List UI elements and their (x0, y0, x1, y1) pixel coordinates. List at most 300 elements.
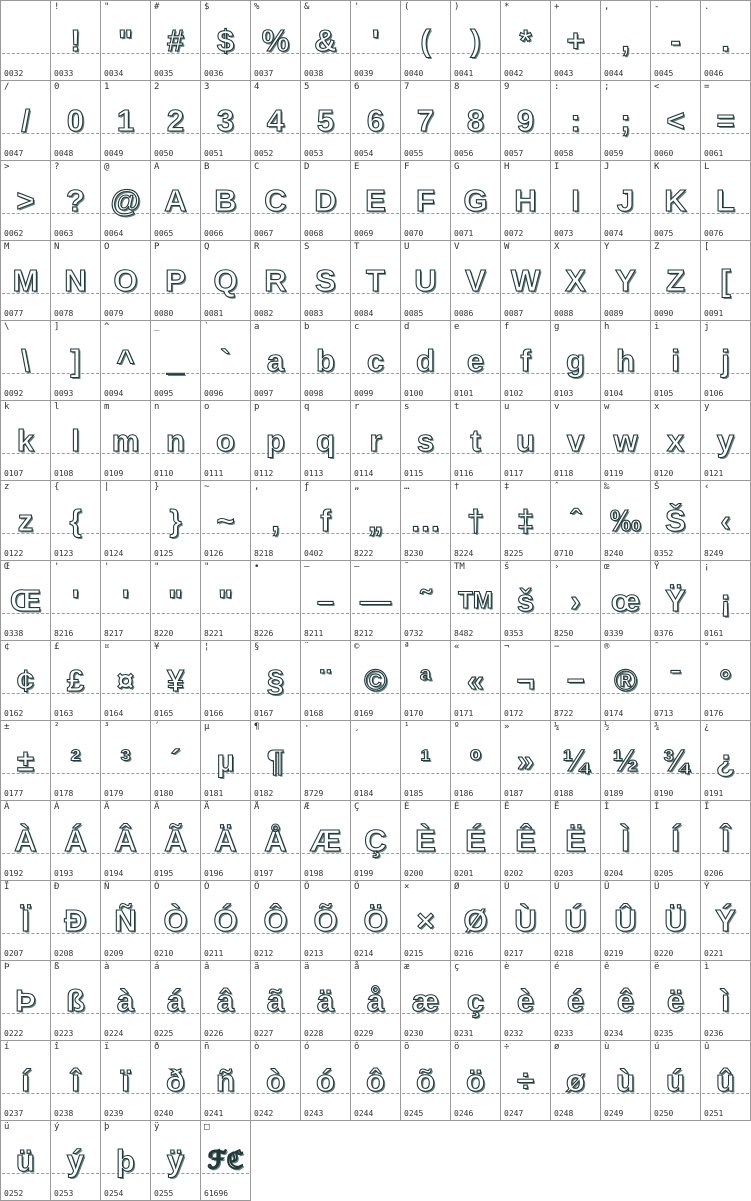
glyph-label: à (104, 962, 110, 972)
glyph-sample: x (666, 423, 685, 458)
glyph-cell (150, 80, 201, 161)
glyph-cell (500, 240, 551, 321)
glyph-label: ³ (104, 722, 110, 732)
glyph-code: 0079 (104, 309, 124, 318)
glyph-label: ; (604, 82, 610, 92)
glyph-code: 0084 (354, 309, 374, 318)
glyph-sample: { (69, 503, 82, 538)
glyph-label: q (304, 402, 310, 412)
glyph-code: 8222 (354, 549, 374, 558)
glyph-code: 8217 (104, 629, 124, 638)
glyph-sample: O (113, 263, 138, 298)
glyph-cell (550, 480, 601, 561)
glyph-label: / (4, 82, 10, 92)
glyph-sample: Z (666, 263, 685, 298)
glyph-label: ½ (604, 722, 610, 732)
glyph-code: 0732 (404, 629, 424, 638)
glyph-label: × (404, 882, 410, 892)
glyph-cell (600, 80, 651, 161)
glyph-label: TM (454, 562, 465, 572)
glyph-sample: ± (16, 743, 34, 778)
glyph-code: 0170 (404, 709, 424, 718)
glyph-sample: i (671, 343, 680, 378)
glyph-label: ] (54, 322, 60, 332)
glyph-code: 0238 (54, 1109, 74, 1118)
glyph-label: 7 (404, 82, 410, 92)
glyph-cell (150, 800, 201, 881)
glyph-code: 0065 (154, 229, 174, 238)
glyph-sample: Ÿ (665, 583, 686, 618)
glyph-cell (700, 1040, 751, 1121)
glyph-sample: \ (21, 343, 30, 378)
glyph-code: 0225 (154, 1029, 174, 1038)
glyph-cell (450, 1040, 501, 1121)
glyph-code: 61696 (204, 1189, 229, 1198)
glyph-cell (250, 480, 301, 561)
glyph-cell (350, 240, 401, 321)
glyph-label: " (154, 562, 160, 572)
glyph-cell (300, 160, 351, 241)
glyph-code: 0198 (304, 869, 324, 878)
glyph-code: 8230 (404, 549, 424, 558)
glyph-label: ó (304, 1042, 310, 1052)
glyph-code: 0167 (254, 709, 274, 718)
glyph-code: 0114 (354, 469, 374, 478)
glyph-label: b (304, 322, 310, 332)
glyph-cell (700, 160, 751, 241)
glyph-cell (650, 160, 701, 241)
glyph-code: 8221 (204, 629, 224, 638)
glyph-code: 0112 (254, 469, 274, 478)
glyph-label: ¼ (554, 722, 560, 732)
glyph-code: 0189 (604, 789, 624, 798)
glyph-label: , (254, 482, 260, 492)
baseline-divider (102, 533, 149, 534)
glyph-code: 0245 (404, 1109, 424, 1118)
glyph-label: ^ (104, 322, 110, 332)
glyph-code: 0710 (554, 549, 574, 558)
glyph-sample: r (369, 423, 382, 458)
glyph-cell (50, 880, 101, 961)
glyph-code: 0254 (104, 1189, 124, 1198)
glyph-cell (200, 80, 251, 161)
glyph-code: 8211 (304, 629, 324, 638)
glyph-cell (650, 960, 701, 1041)
glyph-code: 8226 (254, 629, 274, 638)
glyph-label: ¥ (154, 642, 160, 652)
glyph-code: 0052 (254, 149, 274, 158)
glyph-label: î (54, 1042, 60, 1052)
glyph-code: 8224 (454, 549, 474, 558)
glyph-cell (200, 880, 251, 961)
glyph-cell (700, 880, 751, 961)
glyph-cell (100, 1120, 151, 1201)
glyph-sample: í (21, 1063, 30, 1098)
glyph-label: ¤ (104, 642, 110, 652)
glyph-sample: ' (121, 583, 130, 618)
glyph-label: l (54, 402, 60, 412)
glyph-cell (500, 560, 551, 641)
glyph-code: 0236 (704, 1029, 724, 1038)
glyph-label: * (504, 2, 510, 12)
glyph-label: º (454, 722, 460, 732)
glyph-code: 0234 (604, 1029, 624, 1038)
glyph-cell (650, 560, 701, 641)
glyph-cell (450, 960, 501, 1041)
glyph-label: X (554, 242, 560, 252)
glyph-code: 0192 (4, 869, 24, 878)
glyph-cell (100, 400, 151, 481)
glyph-label: & (304, 2, 310, 12)
glyph-code: 0111 (204, 469, 224, 478)
glyph-sample: š (516, 583, 535, 618)
glyph-label: 1 (104, 82, 110, 92)
glyph-code: 0168 (304, 709, 324, 718)
glyph-code: 0191 (704, 789, 724, 798)
glyph-code: 0376 (654, 629, 674, 638)
glyph-sample: 9 (516, 103, 535, 138)
glyph-cell (200, 160, 251, 241)
glyph-sample: ' (71, 583, 80, 618)
glyph-sample: Ä (214, 823, 237, 858)
glyph-label: § (254, 642, 260, 652)
glyph-label: C (254, 162, 260, 172)
glyph-label: $ (204, 2, 210, 12)
glyph-code: 0107 (4, 469, 24, 478)
glyph-label: h (604, 322, 610, 332)
glyph-label: ¶ (254, 722, 260, 732)
glyph-cell (50, 480, 101, 561)
glyph-sample: â (216, 983, 235, 1018)
glyph-code: 0092 (4, 389, 24, 398)
glyph-label: š (504, 562, 510, 572)
glyph-sample: Ã (164, 823, 187, 858)
glyph-code: 0121 (704, 469, 724, 478)
glyph-cell (0, 80, 51, 161)
glyph-cell (450, 800, 501, 881)
glyph-label: Ä (204, 802, 210, 812)
glyph-sample: B (214, 183, 237, 218)
glyph-code: 0077 (4, 309, 24, 318)
glyph-code: 0202 (504, 869, 524, 878)
glyph-cell (0, 960, 51, 1041)
glyph-label: > (4, 162, 10, 172)
glyph-cell (350, 1040, 401, 1121)
glyph-sample: ý (66, 1143, 85, 1178)
glyph-code: 0078 (54, 309, 74, 318)
glyph-label: ‹ (704, 482, 710, 492)
glyph-label: — (354, 562, 360, 572)
glyph-code: 8249 (704, 549, 724, 558)
glyph-sample: − (566, 663, 585, 698)
glyph-code: 0214 (354, 949, 374, 958)
glyph-sample: 8 (466, 103, 485, 138)
glyph-code: 0222 (4, 1029, 24, 1038)
glyph-sample: ò (266, 1063, 285, 1098)
glyph-sample: F (416, 183, 435, 218)
glyph-sample: Ê (515, 823, 536, 858)
glyph-cell (100, 240, 151, 321)
glyph-sample: b (316, 343, 335, 378)
glyph-code: 0054 (354, 149, 374, 158)
glyph-code: 0113 (304, 469, 324, 478)
glyph-sample: § (266, 663, 285, 698)
glyph-sample: é (566, 983, 585, 1018)
glyph-cell (0, 800, 51, 881)
glyph-sample: K (664, 183, 687, 218)
glyph-cell (100, 640, 151, 721)
glyph-code: 0034 (104, 69, 124, 78)
glyph-code: 0041 (454, 69, 474, 78)
glyph-sample: y (716, 423, 735, 458)
glyph-code: 0228 (304, 1029, 324, 1038)
glyph-cell (550, 0, 601, 81)
glyph-label: w (604, 402, 610, 412)
glyph-cell (650, 640, 701, 721)
glyph-sample: ½ (612, 743, 639, 778)
glyph-label: • (254, 562, 260, 572)
glyph-sample: v (566, 423, 585, 458)
glyph-code: 0161 (704, 629, 724, 638)
glyph-sample: z (17, 503, 34, 538)
glyph-code: 0049 (104, 149, 124, 158)
glyph-cell (0, 480, 51, 561)
glyph-code: 0186 (454, 789, 474, 798)
glyph-sample: › (570, 583, 581, 618)
glyph-sample: ( (420, 23, 431, 58)
glyph-cell (200, 720, 251, 801)
glyph-cell (400, 0, 451, 81)
glyph-code: 0045 (654, 69, 674, 78)
glyph-code: 0080 (154, 309, 174, 318)
glyph-cell (400, 640, 451, 721)
glyph-label: = (704, 82, 710, 92)
glyph-cell (250, 1040, 301, 1121)
glyph-label: ¸ (354, 722, 360, 732)
glyph-cell (200, 1040, 251, 1121)
glyph-cell (350, 960, 401, 1041)
glyph-label: Ñ (104, 882, 110, 892)
glyph-code: 0087 (504, 309, 524, 318)
glyph-code: 0216 (454, 949, 474, 958)
glyph-sample: ü (16, 1143, 35, 1178)
glyph-cell (450, 320, 501, 401)
glyph-code: 0118 (554, 469, 574, 478)
glyph-label: Š (654, 482, 660, 492)
glyph-sample: à (116, 983, 135, 1018)
glyph-sample: å (366, 983, 385, 1018)
glyph-code: 0108 (54, 469, 74, 478)
glyph-label: › (554, 562, 560, 572)
glyph-cell (350, 640, 401, 721)
glyph-cell (600, 880, 651, 961)
glyph-label: y (704, 402, 710, 412)
glyph-cell (550, 640, 601, 721)
glyph-label: □ (204, 1122, 210, 1132)
glyph-sample: ´ (170, 743, 181, 778)
glyph-label: ÿ (154, 1122, 160, 1132)
glyph-sample: & (314, 23, 337, 58)
glyph-code: 0046 (704, 69, 724, 78)
glyph-label: @ (104, 162, 110, 172)
glyph-code: 0069 (354, 229, 374, 238)
glyph-sample: ø (566, 1063, 585, 1098)
glyph-label: ¹ (404, 722, 410, 732)
glyph-sample: M (12, 263, 39, 298)
glyph-sample: Œ (10, 583, 41, 618)
glyph-cell (650, 80, 701, 161)
glyph-sample: = (716, 103, 735, 138)
glyph-code: 0063 (54, 229, 74, 238)
glyph-code: 0048 (54, 149, 74, 158)
glyph-sample: Þ (15, 983, 36, 1018)
glyph-cell (500, 720, 551, 801)
glyph-label: œ (604, 562, 610, 572)
glyph-sample: w (613, 423, 638, 458)
glyph-sample: ; (620, 103, 631, 138)
glyph-label: ü (4, 1122, 10, 1132)
glyph-label: ` (204, 322, 210, 332)
glyph-cell (700, 400, 751, 481)
glyph-label: s (404, 402, 410, 412)
glyph-cell (300, 240, 351, 321)
glyph-cell (550, 560, 601, 641)
glyph-label: Ó (204, 882, 210, 892)
glyph-code: 0253 (54, 1189, 74, 1198)
glyph-code: 0172 (504, 709, 524, 718)
glyph-label: | (104, 482, 110, 492)
glyph-cell (400, 160, 451, 241)
glyph-sample: 0 (66, 103, 85, 138)
glyph-code: 0187 (504, 789, 524, 798)
glyph-cell (600, 0, 651, 81)
glyph-sample: 7 (416, 103, 435, 138)
glyph-cell (100, 960, 151, 1041)
glyph-code: 0209 (104, 949, 124, 958)
glyph-cell (700, 560, 751, 641)
glyph-label: ê (604, 962, 610, 972)
glyph-cell (300, 640, 351, 721)
glyph-cell (0, 0, 51, 81)
glyph-code: 0217 (504, 949, 524, 958)
glyph-sample: õ (416, 1063, 435, 1098)
glyph-label: U (404, 242, 410, 252)
glyph-code: 8218 (254, 549, 274, 558)
glyph-code: 0032 (4, 69, 24, 78)
glyph-label: ã (254, 962, 260, 972)
glyph-sample: ¤ (116, 663, 135, 698)
glyph-sample: U (414, 263, 437, 298)
glyph-cell (100, 320, 151, 401)
glyph-code: 0037 (254, 69, 274, 78)
glyph-sample: p (266, 423, 285, 458)
glyph-cell (400, 400, 451, 481)
glyph-label: t (454, 402, 460, 412)
glyph-sample: ° (719, 663, 732, 698)
glyph-sample: µ (216, 743, 235, 778)
glyph-sample: Ú (564, 903, 587, 938)
glyph-label: Ö (354, 882, 360, 892)
glyph-label: ¦ (204, 642, 210, 652)
glyph-code: 0248 (554, 1109, 574, 1118)
glyph-label: D (304, 162, 310, 172)
glyph-cell (150, 960, 201, 1041)
glyph-label: Û (604, 882, 610, 892)
glyph-code: 0233 (554, 1029, 574, 1038)
glyph-sample: Q (213, 263, 238, 298)
glyph-sample: » (516, 743, 535, 778)
glyph-sample: Ü (664, 903, 687, 938)
glyph-cell (450, 880, 501, 961)
glyph-cell (50, 1120, 101, 1201)
glyph-label: á (154, 962, 160, 972)
glyph-code: 0402 (304, 549, 324, 558)
glyph-sample: 2 (166, 103, 185, 138)
glyph-code: 0210 (154, 949, 174, 958)
glyph-sample: ï (121, 1063, 130, 1098)
glyph-cell (550, 800, 601, 881)
glyph-code: 0204 (604, 869, 624, 878)
glyph-cell (250, 400, 301, 481)
glyph-code: 0169 (354, 709, 374, 718)
glyph-code: 0051 (204, 149, 224, 158)
glyph-sample: I (571, 183, 580, 218)
baseline-divider (252, 613, 299, 614)
glyph-label: À (4, 802, 10, 812)
glyph-label: { (54, 482, 60, 492)
glyph-label: Ô (254, 882, 260, 892)
glyph-cell (650, 1040, 701, 1121)
glyph-sample: $ (216, 23, 235, 58)
glyph-cell (50, 960, 101, 1041)
glyph-label: Ÿ (654, 562, 660, 572)
glyph-code: 0060 (654, 149, 674, 158)
glyph-cell (300, 400, 351, 481)
glyph-label: ñ (204, 1042, 210, 1052)
glyph-code: 0093 (54, 389, 74, 398)
glyph-sample: ¥ (166, 663, 185, 698)
glyph-code: 0091 (704, 309, 724, 318)
glyph-code: 0053 (304, 149, 324, 158)
glyph-code: 0040 (404, 69, 424, 78)
glyph-label: í (4, 1042, 10, 1052)
glyph-cell (600, 320, 651, 401)
glyph-code: 8482 (454, 629, 474, 638)
glyph-label: å (354, 962, 360, 972)
glyph-code: 0061 (704, 149, 724, 158)
glyph-sample: t (470, 423, 481, 458)
glyph-label: ! (54, 2, 60, 12)
glyph-sample: ® (614, 663, 637, 698)
glyph-cell (200, 560, 251, 641)
glyph-label: B (204, 162, 210, 172)
glyph-label: ² (54, 722, 60, 732)
glyph-code: 0116 (454, 469, 474, 478)
glyph-code: 0039 (354, 69, 374, 78)
glyph-label: « (454, 642, 460, 652)
glyph-label: u (504, 402, 510, 412)
glyph-code: 0249 (604, 1109, 624, 1118)
glyph-cell (650, 400, 701, 481)
glyph-sample: : (570, 103, 581, 138)
glyph-label: û (704, 1042, 710, 1052)
glyph-code: 0055 (404, 149, 424, 158)
glyph-code: 8225 (504, 549, 524, 558)
glyph-code: 0338 (4, 629, 24, 638)
glyph-label: ƒ (304, 482, 310, 492)
glyph-code: 8220 (154, 629, 174, 638)
glyph-label: _ (154, 322, 160, 332)
